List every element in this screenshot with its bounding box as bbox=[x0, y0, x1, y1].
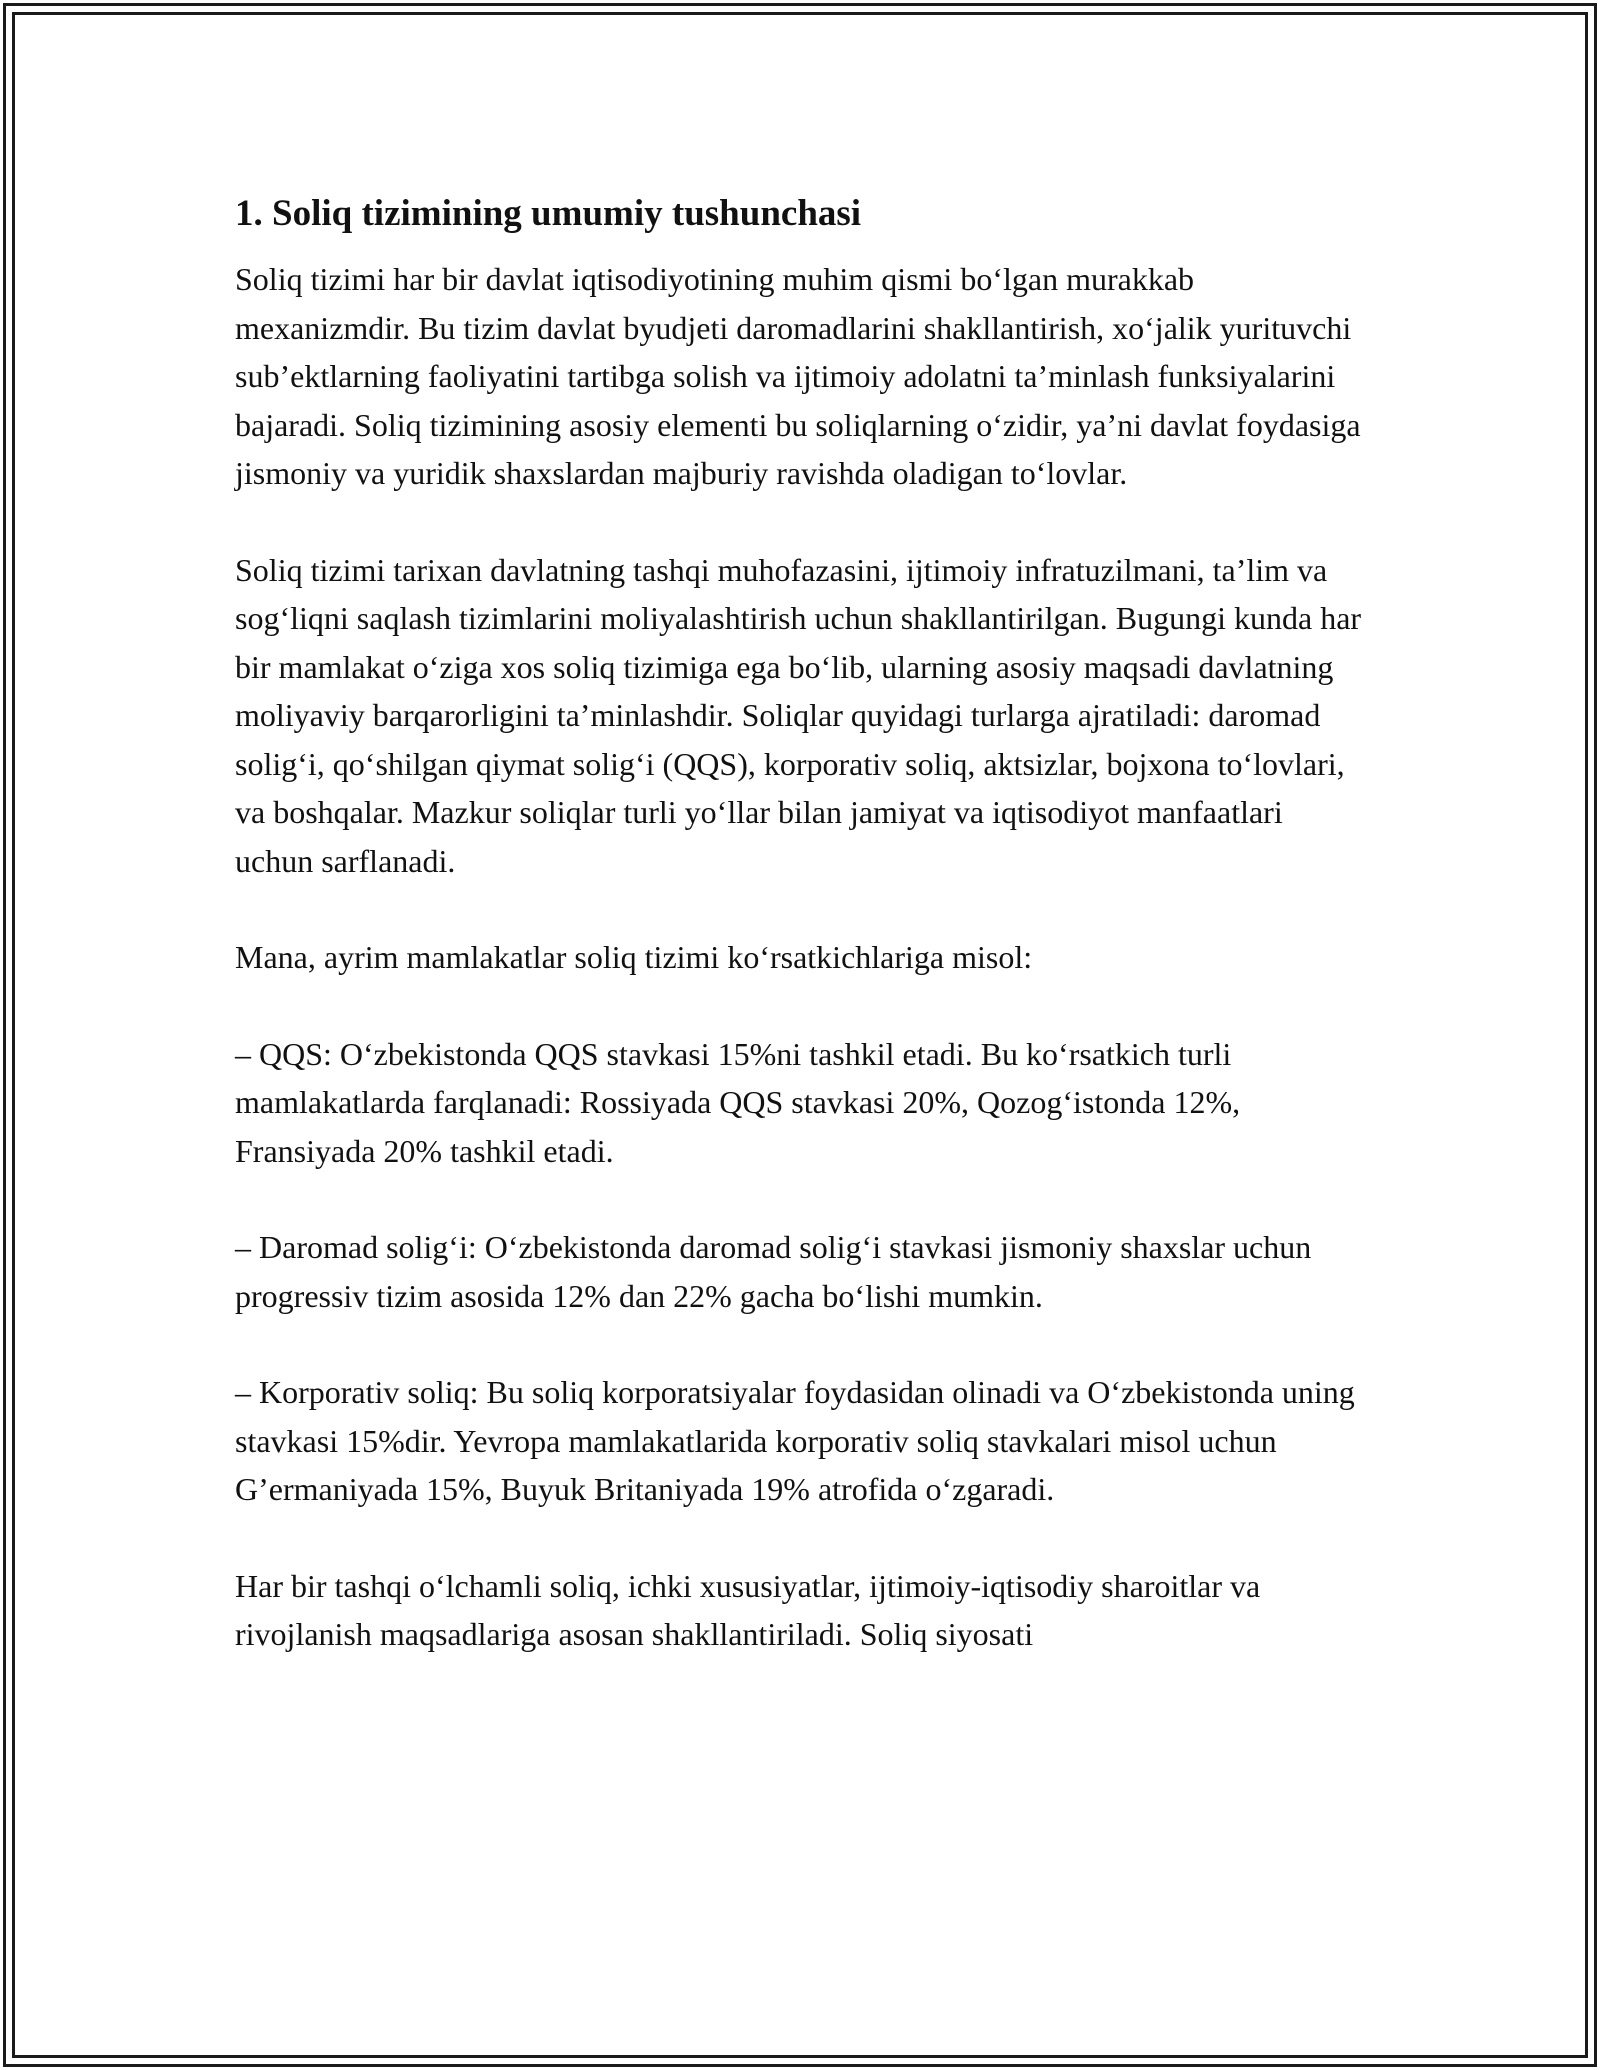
section-title: 1. Soliq tizimining umumiy tushunchasi bbox=[235, 193, 862, 234]
list-item-corporate-tax: – Korporativ soliq: Bu soliq korporatsiyalar foydasidan olinadi va O‘zbekistonda uning stavkasi 15%dir. Yevropa mamlakatlarida korporativ soliq stavkalari misol uchun G’ermaniyada 15%, Buyuk Britaniyada 19% atrofida o‘zgaradi. bbox=[235, 1374, 1355, 1507]
paragraph-history: Soliq tizimi tarixan davlatning tashqi muhofazasini, ijtimoiy infratuzilmani, ta’lim va sog‘liqni saqlash tizimlarini moliyalashtirish uchun shakllantirilgan. Bugungi kunda har bir mamlakat o‘ziga xos soliq tizimiga ega bo‘lib, ularning asosiy maqsadi davlatning moliyaviy barqarorligini ta’minlashdir. Soliqlar quyidagi turlarga ajratiladi: daromad solig‘i, qo‘shilgan qiymat solig‘i (QQS), korporativ soliq, aktsizlar, bojxona to‘lovlari, va boshqalar. Mazkur soliqlar turli yo‘llar bilan jamiyat va iqtisodiyot manfaatlari uchun sarflanadi. bbox=[235, 551, 1362, 879]
paragraph-intro: Soliq tizimi har bir davlat iqtisodiyotining muhim qismi bo‘lgan murakkab mexanizmdir. Bu tizim davlat byudjeti daromadlarini shakllantirish, xo‘jalik yurituvchi sub’ektlarning faoliyatini tartibga solish va ijtimoiy adolatni ta’minlash funksiyalarini bajaradi. Soliq tizimining asosiy elementi bu soliqlarning o‘zidir, ya’ni davlat foydasiga jismoniy va yuridik shaxslardan majburiy ravishda oladigan to‘lovlar. bbox=[235, 261, 1361, 491]
list-item-vat: – QQS: O‘zbekistonda QQS stavkasi 15%ni tashkil etadi. Bu ko‘rsatkich turli mamlakatlarda farqlanadi: Rossiyada QQS stavkasi 20%, Qozog‘istonda 12%, Fransiyada 20% tashkil etadi. bbox=[235, 1035, 1241, 1169]
document-body bbox=[235, 185, 1365, 1707]
list-item-income-tax: – Daromad solig‘i: O‘zbekistonda daromad solig‘i stavkasi jismoniy shaxslar uchun progressiv tizim asosida 12% dan 22% gacha bo‘lishi mumkin. bbox=[235, 1229, 1312, 1314]
paragraph-examples-intro: Mana, ayrim mamlakatlar soliq tizimi ko‘rsatkichlariga misol: bbox=[235, 939, 1033, 975]
paragraph-conclusion: Har bir tashqi o‘lchamli soliq, ichki xususiyatlar, ijtimoiy-iqtisodiy sharoitlar va rivojlanish maqsadlariga asosan shakllantiriladi. Soliq siyosati bbox=[235, 1567, 1261, 1652]
